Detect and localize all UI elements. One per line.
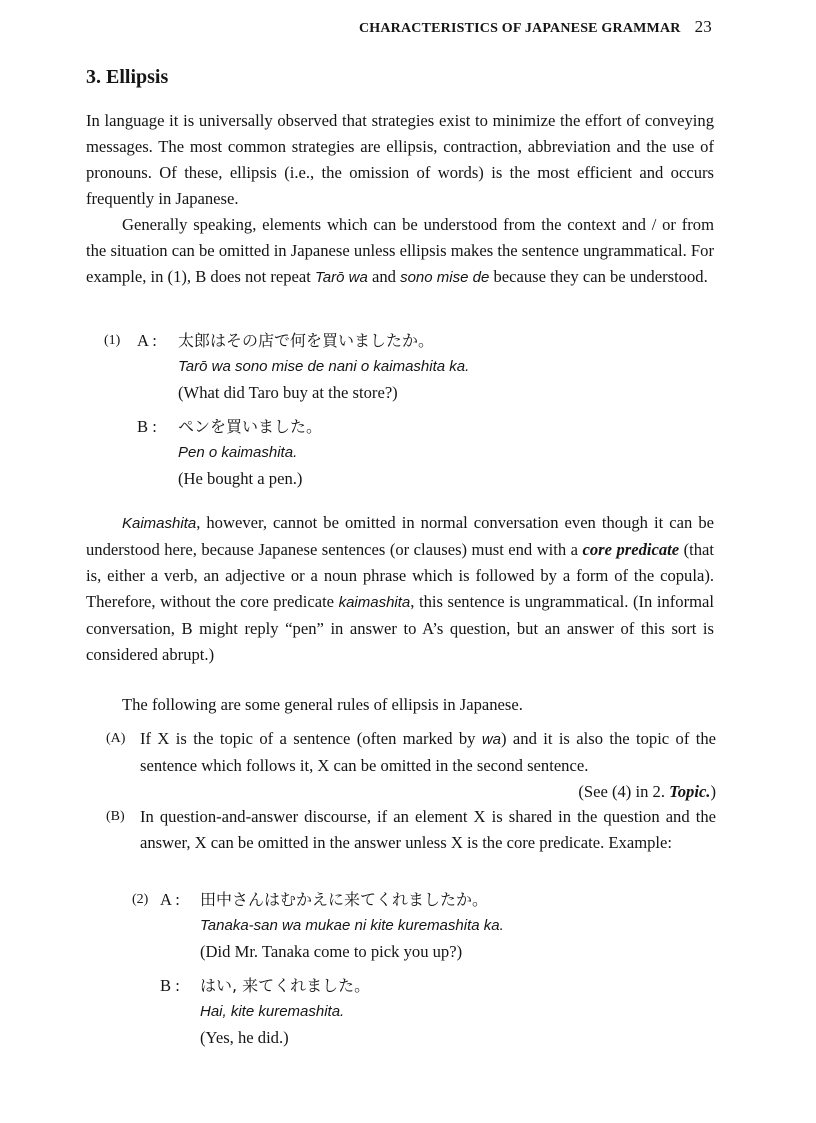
term-kaimashita-2: kaimashita: [338, 594, 411, 611]
running-header: [359, 17, 712, 37]
paragraph-general: Generally speaking, elements which can be understood from the context and / or from the situation can be omitted in Japanese unless ellipsis makes the sentence ungrammatical. For example, in (1), B does not repeat Tarō wa and sono mise de because they can be understood.: [86, 215, 714, 286]
term-sono-mise-de: sono mise de: [400, 269, 490, 286]
romaji-line: Tarō wa sono mise de nani o kaimashita ka.: [178, 358, 470, 375]
speaker-a-label: A :: [160, 890, 180, 909]
term-wa: wa: [481, 731, 502, 748]
rule-a-text: If X is the topic of a sentence (often marked by wa) and it is also the topic of the sentence which follows it, X can be omitted in the second sentence. (See (4) in 2. Topic.): [140, 726, 716, 805]
rule-b-label: (B): [106, 809, 125, 824]
cross-reference: (See (4) in 2. Topic.): [578, 782, 716, 801]
term-taro-wa: Tarō wa: [315, 269, 368, 286]
speaker-b-label: B :: [137, 417, 157, 436]
paragraph-intro: In language it is universally observed that strategies exist to minimize the effort of conveying messages. The most common strategies are ellipsis, contraction, abbreviation and the use of pronouns. Of these, ellipsis (i.e., the omission of words) is the most efficient and occurs frequently in Japanese.: [86, 111, 714, 208]
english-line: (He bought a pen.): [178, 469, 303, 488]
english-line: (Did Mr. Tanaka come to pick you up?): [200, 942, 463, 961]
rule-b-text: In question-and-answer discourse, if an element X is shared in the question and the answer, X can be omitted in the answer unless X is the core predicate. Example:: [140, 807, 716, 852]
example-number: (1): [104, 333, 121, 348]
japanese-line: 太郎はその店で何を買いましたか。: [178, 331, 435, 350]
romaji-line: Tanaka-san wa mukae ni kite kuremashita ka.: [200, 917, 504, 934]
rule-a-label: (A): [106, 731, 126, 746]
english-line: (Yes, he did.): [200, 1028, 289, 1047]
romaji-line: Pen o kaimashita.: [178, 444, 298, 461]
speaker-b-label: B :: [160, 976, 180, 995]
paragraph-rules-intro: The following are some general rules of ellipsis in Japanese.: [122, 695, 523, 714]
page-number: 23: [694, 17, 712, 36]
term-core-predicate: core predicate: [582, 540, 680, 559]
running-title: CHARACTERISTICS OF JAPANESE GRAMMAR: [358, 21, 681, 36]
japanese-line: はい, 来てくれました。: [200, 976, 371, 995]
english-line: (What did Taro buy at the store?): [178, 383, 398, 402]
japanese-line: ペンを買いました。: [178, 417, 323, 436]
japanese-line: 田中さんはむかえに来てくれましたか。: [200, 890, 489, 909]
section-title: 3. Ellipsis: [86, 66, 169, 88]
romaji-line: Hai, kite kuremashita.: [200, 1003, 345, 1020]
term-kaimashita: Kaimashita: [122, 515, 197, 532]
speaker-a-label: A :: [137, 331, 157, 350]
example-number: (2): [132, 892, 149, 907]
paragraph-core-predicate: Kaimashita, however, cannot be omitted in normal conversation even though it can be understood here, because Japanese sentences (or clauses) must end with a core predicate (that is, either a verb, an adjective or a noun phrase which is followed by a form of the copula). Therefore, without the core predicate kaimashita, this sentence is ungrammatical. (In informal conversation, B might reply “pen” in answer to A’s question, but an answer of this sort is considered abrupt.): [86, 513, 714, 664]
